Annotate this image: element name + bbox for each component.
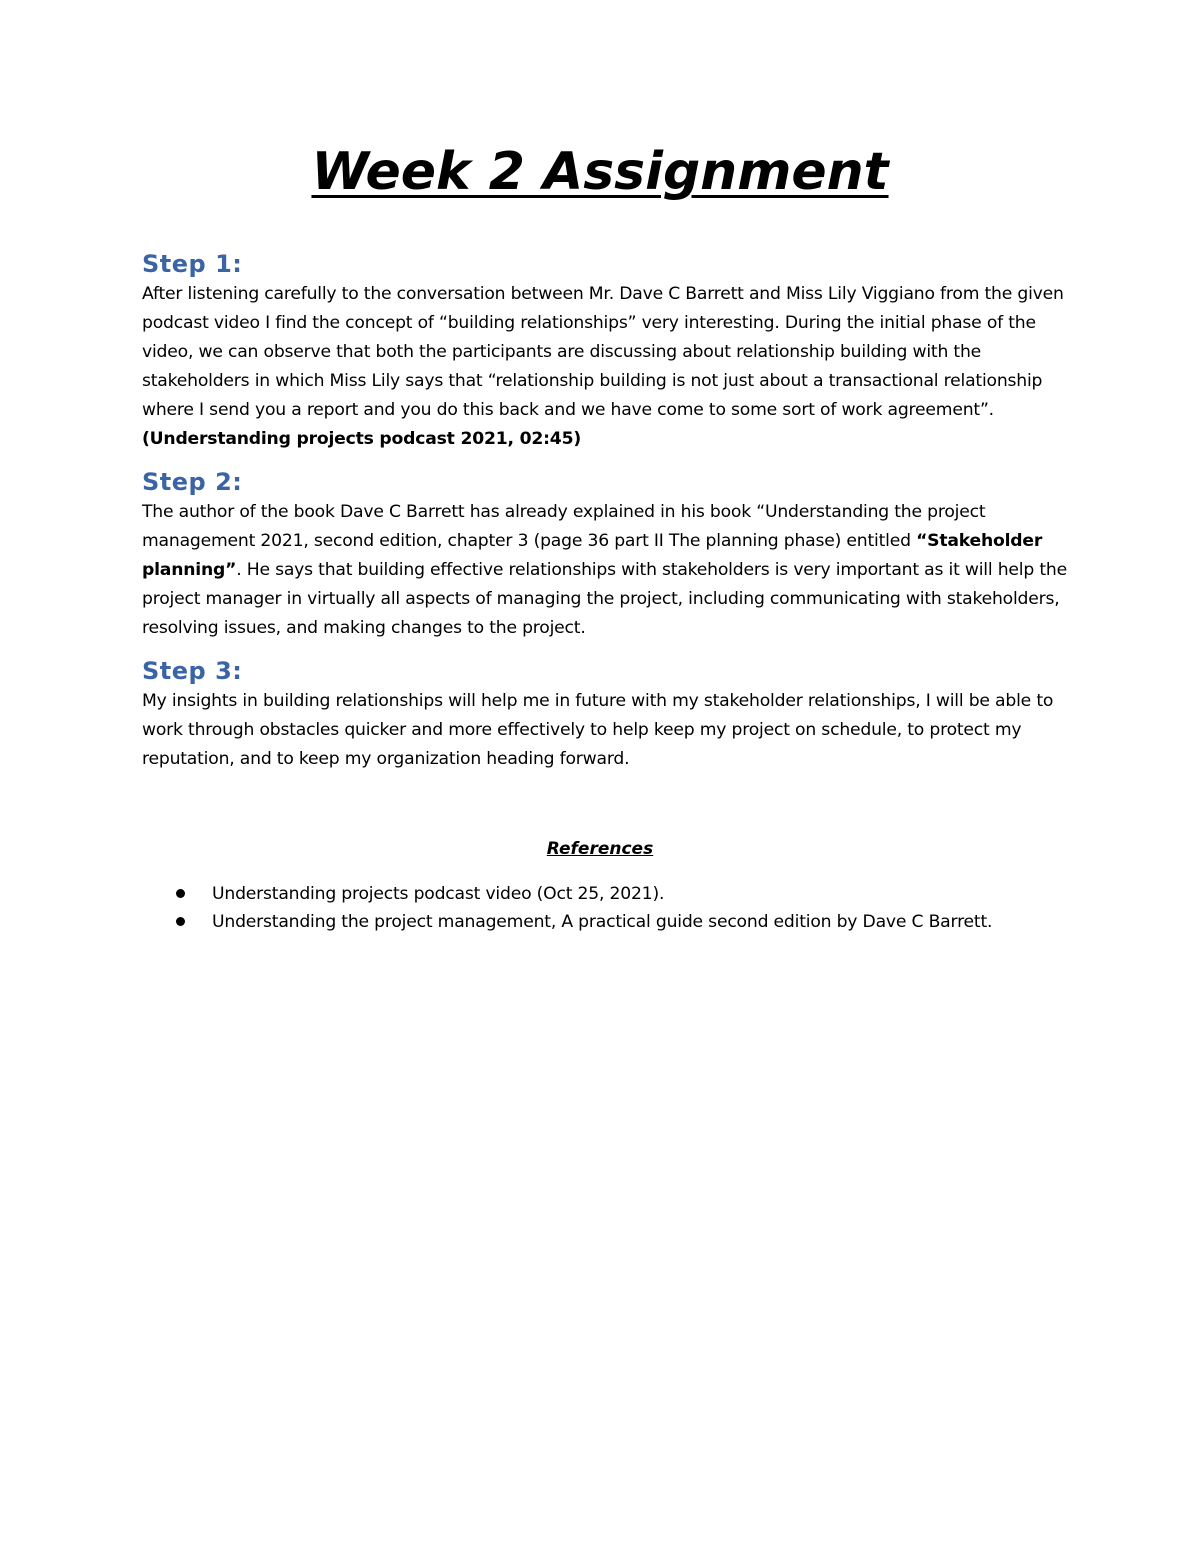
step-2-body-before: The author of the book Dave C Barrett has already explained in his book “Understanding the project management 2021, second edition, chapter 3 (page 36 part II The planning phase) entitled <box>142 502 986 551</box>
step-1-citation: (Understanding projects podcast 2021, 02:45) <box>142 429 581 449</box>
document-title: Week 2 Assignment <box>311 142 889 202</box>
references-list <box>170 880 1070 936</box>
step-2-heading: Step 2: <box>142 468 243 496</box>
step-1-body: After listening carefully to the conversation between Mr. Dave C Barrett and Miss Lily Viggiano from the given podcast video I find the concept of “building relationships” very interesting. During the initial phase of the video, we can observe that both the participants are discussing about relationship building with the stakeholders in which Miss Lily says that “relationship building is not just about a transactional relationship where I send you a report and you do this back and we have come to some sort of work agreement”. <box>142 284 1064 420</box>
step-3-heading: Step 3: <box>142 657 243 685</box>
step-2-body-after: . He says that building effective relationships with stakeholders is very important as it will help the project manager in virtually all aspects of managing the project, including communicating with stakeholders, resolving issues, and making changes to the project. <box>142 560 1067 638</box>
step-3-paragraph <box>142 687 1067 774</box>
step-1-section <box>142 248 1067 454</box>
reference-text: Understanding projects podcast video (Oct 25, 2021). <box>212 884 665 904</box>
references-title: References <box>546 839 654 859</box>
bullet-icon <box>176 889 185 898</box>
document-body <box>142 248 1067 786</box>
step-1-heading: Step 1: <box>142 250 243 278</box>
bullet-icon <box>176 917 185 926</box>
step-3-body: My insights in building relationships will help me in future with my stakeholder relationships, I will be able to work through obstacles quicker and more effectively to help keep my project on schedule, to protect my reputation, and to keep my organization heading forward. <box>142 691 1054 769</box>
reference-item <box>170 908 1070 936</box>
step-2-section <box>142 466 1067 643</box>
step-2-paragraph <box>142 498 1067 643</box>
reference-item <box>170 880 1070 908</box>
step-1-paragraph <box>142 280 1067 454</box>
step-3-section <box>142 655 1067 774</box>
reference-text: Understanding the project management, A practical guide second edition by Dave C Barrett. <box>212 912 993 932</box>
step-2-body-bold: “Stakeholder planning” <box>142 531 1043 580</box>
